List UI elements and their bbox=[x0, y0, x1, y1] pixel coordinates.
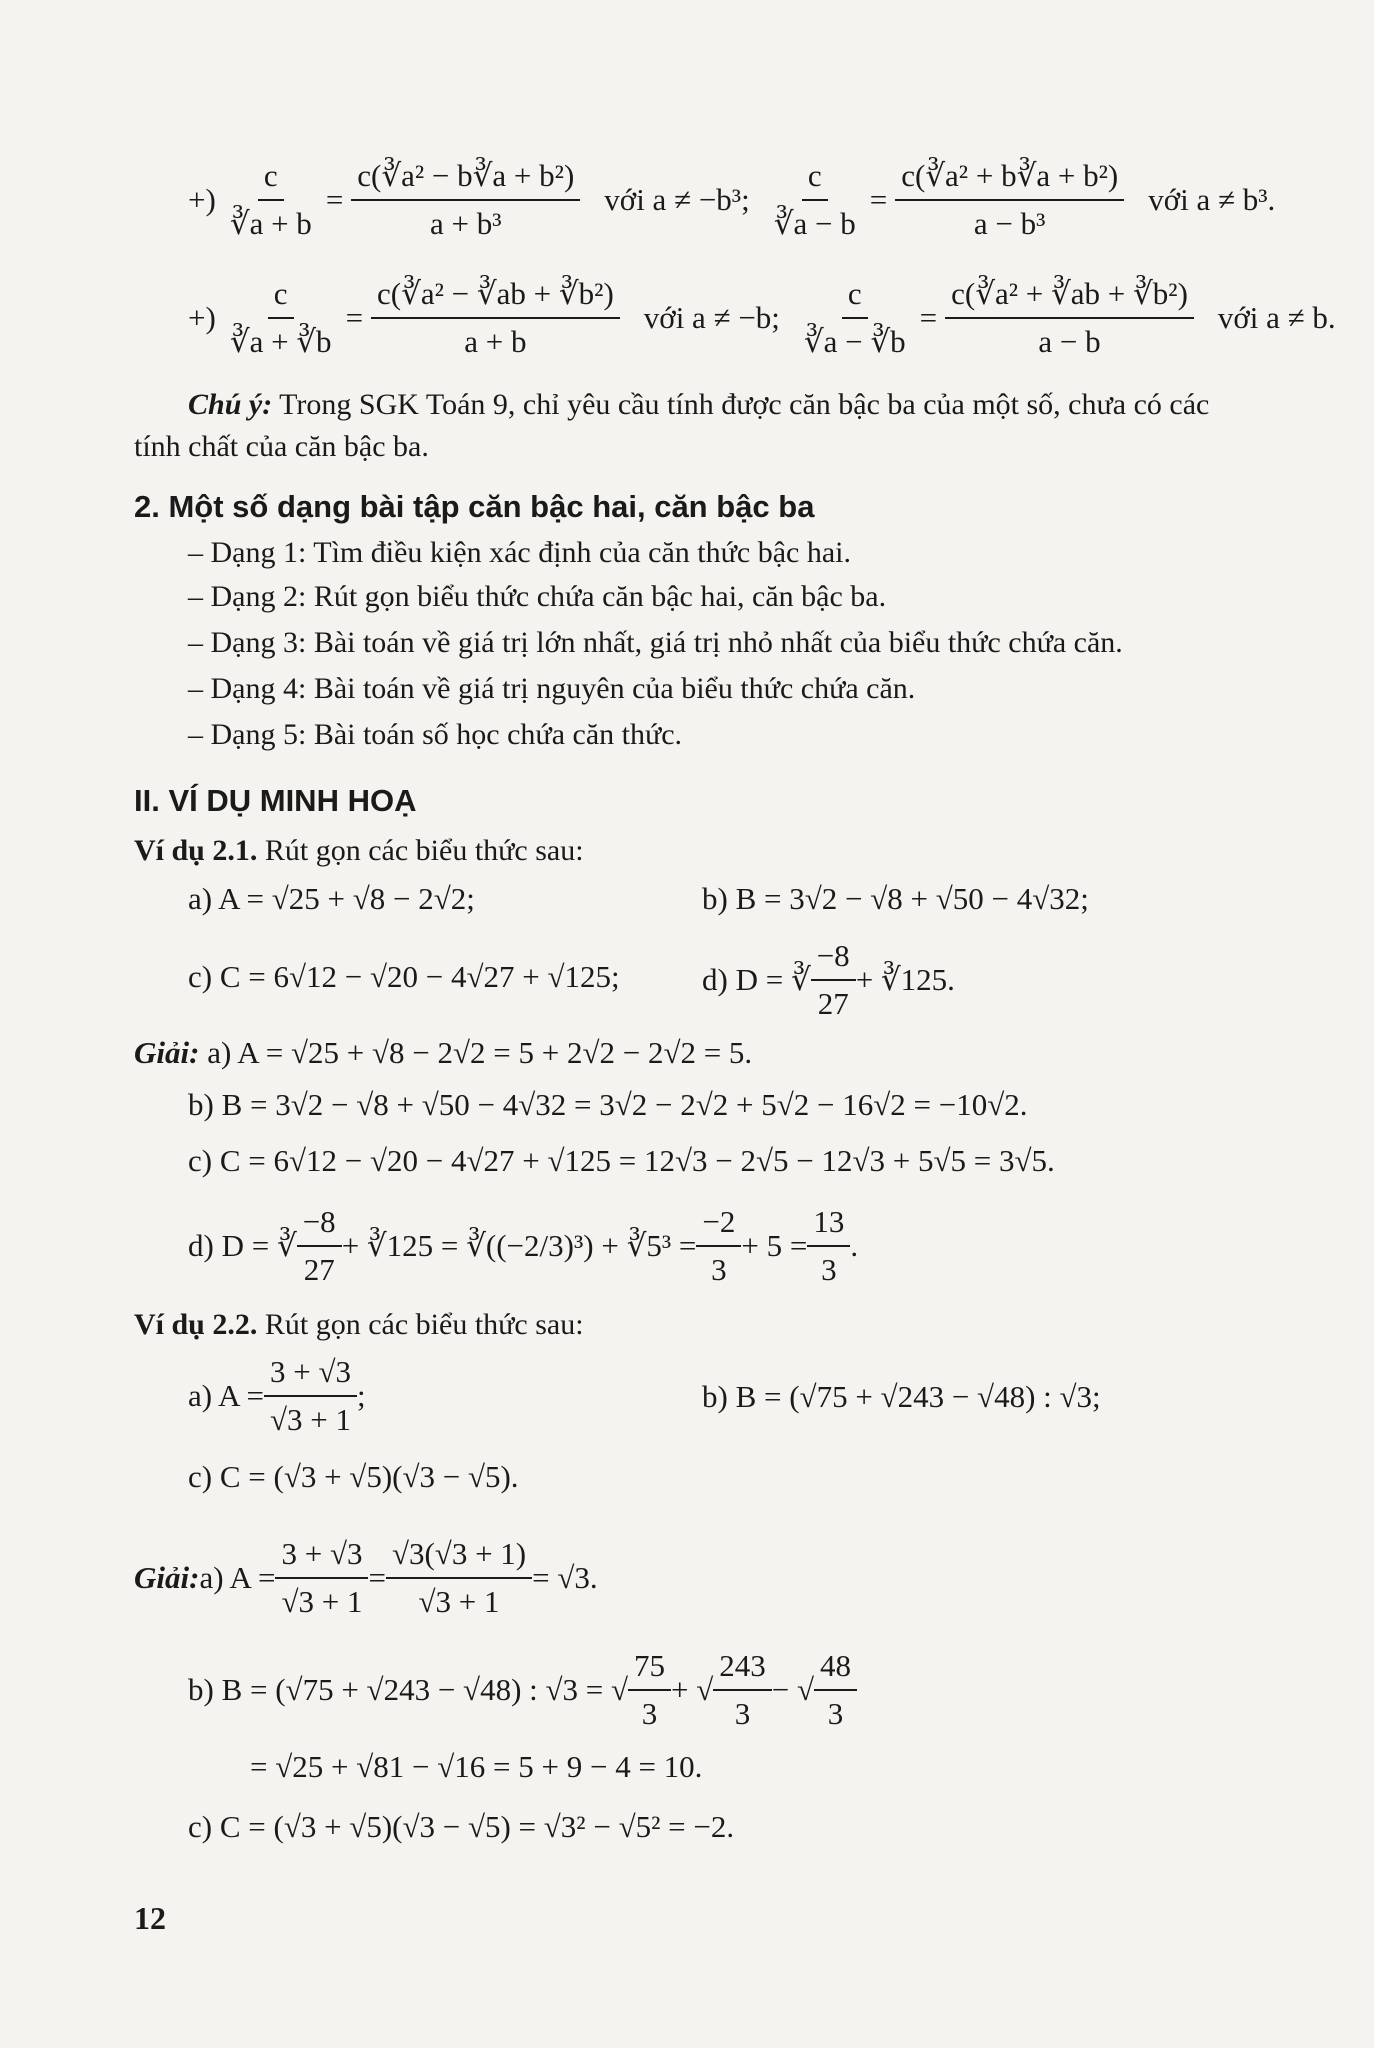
fraction bbox=[945, 275, 1194, 361]
ex22-solution-b-line1 bbox=[188, 1638, 857, 1742]
ex21-b: b) B = 3√2 − √8 + √50 − 4√32; bbox=[702, 881, 1089, 916]
condition: với a ≠ b. bbox=[1217, 300, 1336, 335]
denominator: 27 bbox=[817, 986, 849, 1021]
fraction bbox=[351, 157, 580, 243]
denominator: 3 bbox=[711, 1252, 727, 1287]
solution-label: Giải: bbox=[134, 1560, 200, 1595]
numerator: −8 bbox=[297, 1203, 342, 1247]
numerator: c(∛a² − b∛a + b²) bbox=[351, 157, 580, 201]
fraction bbox=[386, 1535, 532, 1621]
expr: a) A = bbox=[188, 1378, 265, 1413]
note-label: Chú ý: bbox=[188, 388, 273, 421]
note-text: Trong SGK Toán 9, chỉ yêu cầu tính được căn bậc ba của một số, chưa có các bbox=[272, 388, 1210, 421]
expr: + ∛125 = ∛((−2/3)³) + ∛5³ = bbox=[341, 1228, 697, 1263]
expr: + √ bbox=[671, 1672, 714, 1707]
expr: . bbox=[850, 1228, 859, 1263]
fraction bbox=[297, 1203, 342, 1289]
fraction bbox=[264, 1353, 357, 1439]
numerator: 3 + √3 bbox=[275, 1535, 368, 1579]
expr: + 5 = bbox=[741, 1228, 808, 1263]
expr: = bbox=[368, 1560, 386, 1595]
fraction bbox=[807, 1203, 850, 1289]
expr: a) A = bbox=[199, 1560, 276, 1595]
fraction bbox=[371, 275, 620, 361]
fraction bbox=[628, 1647, 671, 1733]
denominator: a − b bbox=[1038, 324, 1101, 359]
formula-row-1: +) $\frac{c}{∛a + b}$ = $\frac{\text{c(∛a² − b∛a + b²)}}{\text{a + b³}}$ với a ≠ −b³; $\frac{c}{∛a - b}$ = $\frac{\text{c(∛a² + b∛a + b²)}}{\text{a − b³}}$ với a ≠ b³. bbox=[188, 158, 1276, 241]
expr: − √ bbox=[771, 1672, 815, 1707]
list-item: – Dạng 5: Bài toán số học chứa căn thức. bbox=[188, 718, 683, 751]
ex21-solution-c: c) C = 6√12 − √20 − 4√27 + √125 = 12√3 − 2√5 − 12√3 + 5√5 = 3√5. bbox=[188, 1143, 1055, 1178]
ex21-d bbox=[702, 930, 955, 1030]
fraction bbox=[811, 937, 856, 1023]
section-2-heading: 2. Một số dạng bài tập căn bậc hai, căn bậc ba bbox=[134, 489, 815, 524]
list-item: – Dạng 2: Rút gọn biểu thức chứa căn bậc hai, căn bậc ba. bbox=[188, 580, 887, 613]
fraction bbox=[224, 275, 338, 361]
ex21-c: c) C = 6√12 − √20 − 4√27 + √125; bbox=[188, 959, 620, 994]
example-text: Rút gọn các biểu thức sau: bbox=[257, 834, 584, 867]
condition: với a ≠ −b³; bbox=[604, 182, 750, 217]
ex22-a bbox=[188, 1346, 366, 1446]
denominator: 3 bbox=[641, 1696, 658, 1731]
ex22-solution-b-line2: = √25 + √81 − √16 = 5 + 9 − 4 = 10. bbox=[250, 1749, 703, 1784]
list-item: – Dạng 4: Bài toán về giá trị nguyên của biểu thức chứa căn. bbox=[188, 672, 916, 705]
numerator: c bbox=[802, 157, 828, 201]
numerator: c(∛a² − ∛ab + ∛b²) bbox=[371, 275, 620, 319]
numerator: 75 bbox=[628, 1647, 671, 1691]
ex22-b: b) B = (√75 + √243 − √48) : √3; bbox=[702, 1379, 1101, 1414]
list-item: – Dạng 1: Tìm điều kiện xác định của căn thức bậc hai. bbox=[188, 536, 851, 569]
ex21-solution-d bbox=[188, 1194, 858, 1298]
example-2-1-heading bbox=[134, 832, 584, 870]
numerator: √3(√3 + 1) bbox=[386, 1535, 532, 1579]
expr: d) D = ∛ bbox=[702, 962, 811, 997]
bullet: +) bbox=[188, 182, 216, 217]
denominator: a + b bbox=[464, 324, 527, 359]
bullet: +) bbox=[188, 300, 216, 335]
denominator: √3 + 1 bbox=[270, 1402, 352, 1437]
note-line-1 bbox=[188, 386, 1209, 424]
denominator: 3 bbox=[821, 1252, 837, 1287]
denominator: 3 bbox=[734, 1696, 751, 1731]
ex22-solution-a bbox=[134, 1526, 598, 1630]
fraction bbox=[696, 1203, 741, 1289]
list-item: – Dạng 3: Bài toán về giá trị lớn nhất, giá trị nhỏ nhất của biểu thức chứa căn. bbox=[188, 626, 1123, 659]
numerator: c bbox=[268, 275, 294, 319]
numerator: 3 + √3 bbox=[264, 1353, 357, 1397]
example-2-2-heading bbox=[134, 1306, 584, 1344]
fraction bbox=[768, 157, 862, 243]
denominator: √3 + 1 bbox=[281, 1584, 363, 1619]
fraction bbox=[275, 1535, 368, 1621]
expr: = √3. bbox=[532, 1560, 598, 1595]
denominator: a + b³ bbox=[430, 206, 502, 241]
numerator: c(∛a² + ∛ab + ∛b²) bbox=[945, 275, 1194, 319]
ex21-a: a) A = √25 + √8 − 2√2; bbox=[188, 881, 475, 916]
expr: ; bbox=[357, 1378, 366, 1413]
denominator: ∛a + ∛b bbox=[229, 324, 332, 359]
numerator: 48 bbox=[814, 1647, 857, 1691]
fraction bbox=[895, 157, 1124, 243]
example-text: Rút gọn các biểu thức sau: bbox=[257, 1308, 584, 1341]
numerator: 13 bbox=[807, 1203, 850, 1247]
numerator: c(∛a² + b∛a + b²) bbox=[895, 157, 1124, 201]
expr: d) D = ∛ bbox=[188, 1228, 297, 1263]
ex22-c: c) C = (√3 + √5)(√3 − √5). bbox=[188, 1459, 519, 1494]
section-II-heading: II. VÍ DỤ MINH HOẠ bbox=[134, 783, 417, 818]
solution-text: a) A = √25 + √8 − 2√2 = 5 + 2√2 − 2√2 = 5. bbox=[199, 1035, 753, 1070]
fraction bbox=[798, 275, 912, 361]
note-line-2: tính chất của căn bậc ba. bbox=[134, 430, 429, 463]
example-label: Ví dụ 2.1. bbox=[134, 834, 258, 867]
denominator: ∛a − ∛b bbox=[803, 324, 906, 359]
numerator: 243 bbox=[713, 1647, 772, 1691]
example-label: Ví dụ 2.2. bbox=[134, 1308, 258, 1341]
numerator: c bbox=[258, 157, 284, 201]
fraction bbox=[224, 157, 318, 243]
denominator: √3 + 1 bbox=[418, 1584, 500, 1619]
denominator: 27 bbox=[303, 1252, 335, 1287]
condition: với a ≠ b³. bbox=[1148, 182, 1276, 217]
denominator: ∛a − b bbox=[773, 206, 856, 241]
formula-row-2: +) $\frac{c}{∛a + ∛b}$ = $\frac{\text{c(∛a² − ∛ab + ∛b²)}}{a + b}$ với a ≠ −b; $\frac{c}{∛a - ∛b}$ = $\frac{\text{c(∛a² + ∛ab + ∛b²)}}{a - b}$ với a ≠ b. bbox=[188, 276, 1336, 359]
fraction bbox=[713, 1647, 772, 1733]
fraction bbox=[814, 1647, 857, 1733]
denominator: a − b³ bbox=[973, 206, 1046, 241]
numerator: −8 bbox=[811, 937, 856, 981]
numerator: c bbox=[842, 275, 868, 319]
solution-label: Giải: bbox=[134, 1035, 200, 1070]
denominator: 3 bbox=[827, 1696, 844, 1731]
condition: với a ≠ −b; bbox=[643, 300, 780, 335]
expr: b) B = (√75 + √243 − √48) : √3 = √ bbox=[188, 1672, 629, 1707]
ex21-solution-a bbox=[134, 1034, 752, 1072]
ex22-solution-c: c) C = (√3 + √5)(√3 − √5) = √3² − √5² = −2. bbox=[188, 1809, 735, 1844]
denominator: ∛a + b bbox=[229, 206, 312, 241]
expr: + ∛125. bbox=[855, 962, 955, 997]
page-number: 12 bbox=[134, 1900, 166, 1936]
ex21-solution-b: b) B = 3√2 − √8 + √50 − 4√32 = 3√2 − 2√2 + 5√2 − 16√2 = −10√2. bbox=[188, 1087, 1028, 1122]
numerator: −2 bbox=[696, 1203, 741, 1247]
